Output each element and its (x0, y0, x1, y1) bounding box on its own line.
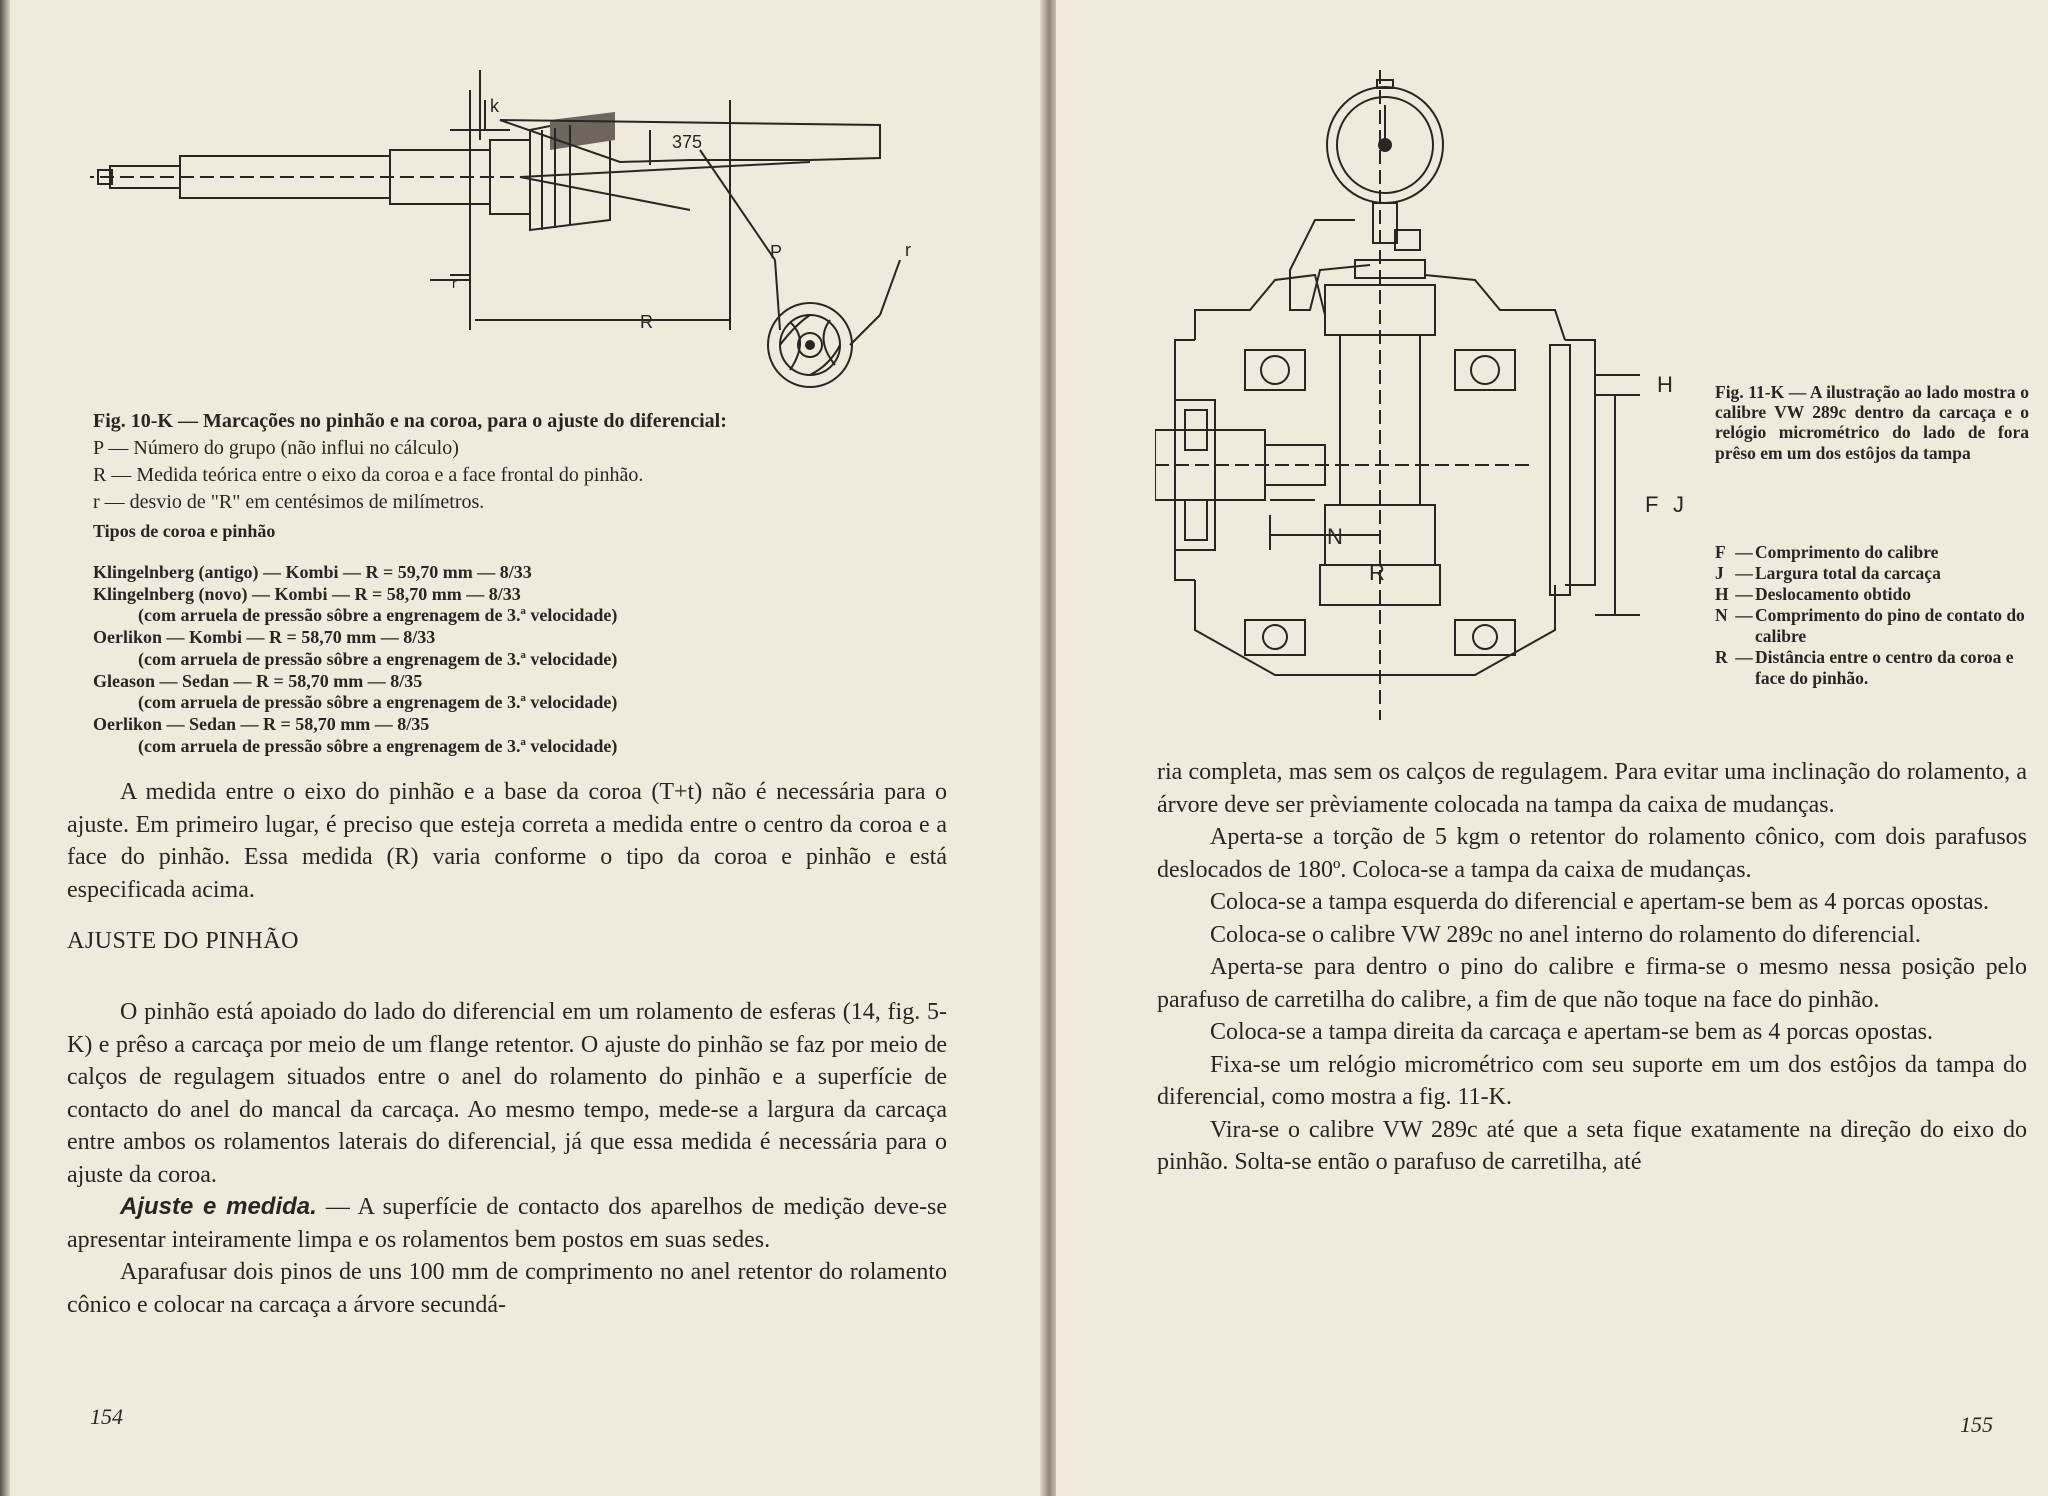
legend-key: J (1715, 563, 1724, 583)
fig10-label-375: 375 (672, 132, 703, 152)
paragraph: ria completa, mas sem os calços de regulagem. Para evitar uma inclinação do rolamento, a árvore deve ser prèviamente colocada na tampa da caixa de mudanças. (1157, 759, 2027, 818)
fig11-label-j: J (1673, 492, 1684, 517)
fig10-label-r-small: r (452, 275, 457, 291)
legend-row: H — Deslocamento obtido (1715, 584, 2029, 605)
type-line: Oerlikon — Kombi — R = 58,70 mm — 8/33 (93, 627, 436, 648)
type-line: Klingelnberg (antigo) — Kombi — R = 59,70 mm — 8/33 (93, 562, 532, 582)
paragraph: Fixa-se um relógio micrométrico com seu suporte em um dos estôjos da tampa do diferencial, como mostra a fig. 11-K. (1157, 1051, 2027, 1110)
paragraph (67, 1191, 947, 1256)
caption-item: R — Medida teórica entre o eixo da coroa e a face frontal do pinhão. (93, 464, 644, 486)
fig10-label-p: P (770, 242, 783, 262)
type-note: (com arruela de pressão sôbre a engrenagem de 3.ª velocidade) (138, 648, 618, 669)
paragraph: Coloca-se a tampa direita da carcaça e apertam-se bem as 4 porcas opostas. (1210, 1019, 1933, 1045)
type-line: Oerlikon — Sedan — R = 58,70 mm — 8/35 (93, 713, 430, 734)
figure-11k-gauge-diagram (1155, 70, 1695, 730)
right-body-text (1157, 756, 2027, 1179)
page-number: 154 (90, 1404, 123, 1429)
paragraph: A medida entre o eixo do pinhão e a base da coroa (T+t) não é necessária para o ajuste. Em primeiro lugar, é preciso que esteja correta a medida entre o centro da coroa e a face do pinhão. Essa medida (R) varia conforme o tipo da coroa e pinhão e está especificada acima. (67, 779, 947, 903)
left-body-text (67, 776, 947, 906)
legend-key: H (1715, 584, 1729, 604)
legend-row: N — Comprimento do pino de contato do calibre (1715, 605, 2029, 647)
fig10-label-k: k (490, 96, 499, 116)
legend-text: Largura total da carcaça (1755, 563, 1941, 583)
section-heading: AJUSTE DO PINHÃO (67, 928, 300, 954)
types-heading: Tipos de coroa e pinhão (93, 521, 276, 541)
legend-text: Comprimento do calibre (1755, 542, 1939, 562)
fig11-label-n: N (1327, 524, 1343, 549)
page-number: 155 (1960, 1412, 1993, 1437)
figure-10k-title: Fig. 10-K — Marcações no pinhão e na coroa, para o ajuste do diferencial: (93, 410, 727, 432)
legend-key: N (1715, 605, 1728, 625)
caption-item: r — desvio de "R" em centésimos de milímetros. (93, 491, 485, 513)
figure-11k-title: Fig. 11-K — A ilustração ao lado mostra o calibre VW 289c dentro da carcaça e o relógio micrométrico do lado de fora prêso em um dos estôjos da tampa (1715, 382, 2029, 463)
paragraph: O pinhão está apoiado do lado do diferencial em um rolamento de esferas (14, fig. 5-K) e prêso a carcaça por meio de um flange retentor. O ajuste do pinhão se faz por meio de calços de regulagem situados entre o anel do rolamento do pinhão e a superfície de contacto do anel do mancal da carcaça. Ao mesmo tempo, mede-se a largura da carcaça entre ambos os rolamentos laterais do diferencial, já que essa medida é necessária para o ajuste da coroa. (67, 999, 947, 1188)
legend-row: F — Comprimento do calibre (1715, 542, 2029, 563)
figure-11k-legend (1715, 542, 2029, 689)
type-note: (com arruela de pressão sôbre a engrenagem de 3.ª velocidade) (138, 605, 618, 626)
caption-item: P — Número do grupo (não influi no cálculo) (93, 437, 459, 459)
legend-row: J — Largura total da carcaça (1715, 563, 2029, 584)
legend-text: Distância entre o centro da coroa e face do pinhão. (1755, 647, 2014, 688)
figure-10k-caption (93, 408, 973, 545)
figure-10k-pinion-diagram (90, 70, 990, 400)
paragraph: Coloca-se o calibre VW 289c no anel interno do rolamento do diferencial. (1210, 921, 1921, 948)
paragraph: Aperta-se para dentro o pino do calibre e firma-se o mesmo nessa posição pelo parafuso de carretilha do calibre, a fim de que não toque na face do pinhão. (1157, 954, 2027, 1013)
page-edge (0, 0, 10, 1496)
run-in-heading: Ajuste e medida. (120, 1193, 317, 1220)
legend-text: Comprimento do pino de contato do calibre (1755, 605, 2025, 646)
type-line: Gleason — Sedan — R = 58,70 mm — 8/35 (93, 670, 423, 691)
paragraph: Aperta-se a torção de 5 kgm o retentor do rolamento cônico, com dois parafusos deslocados de 180º. Coloca-se a tampa da caixa de mudanças. (1157, 824, 2027, 883)
paragraph: Vira-se o calibre VW 289c até que a seta fique exatamente na direção do eixo do pinhão. Solta-se então o parafuso de carretilha, até (1157, 1116, 2027, 1175)
figure-11k-caption (1715, 382, 2029, 463)
fig10-label-R: R (640, 312, 653, 332)
type-line: Klingelnberg (novo) — Kombi — R = 58,70 mm — 8/33 (93, 583, 521, 604)
left-body-text-2 (67, 996, 947, 1321)
paragraph: Coloca-se a tampa esquerda do diferencial e apertam-se bem as 4 porcas opostas. (1210, 889, 1990, 915)
legend-key: F (1715, 542, 1726, 562)
fig10-label-r: r (905, 240, 911, 260)
crown-pinion-types-list (93, 562, 973, 757)
type-note: (com arruela de pressão sôbre a engrenagem de 3.ª velocidade) (138, 735, 618, 756)
type-note: (com arruela de pressão sôbre a engrenagem de 3.ª velocidade) (138, 692, 618, 713)
paragraph-text: — A superfície de contacto dos aparelhos de medição deve-se apresentar inteiramente limpa e os rolamentos bem postos em suas sedes. (67, 1194, 947, 1253)
fig11-label-f: F (1645, 492, 1659, 517)
legend-key: R (1715, 647, 1728, 667)
legend-row: R — Distância entre o centro da coroa e face do pinhão. (1715, 647, 2029, 689)
fig11-label-h: H (1657, 372, 1673, 397)
paragraph: Aparafusar dois pinos de uns 100 mm de comprimento no anel retentor do rolamento cônico e colocar na carcaça a árvore secundá- (67, 1259, 947, 1318)
legend-text: Deslocamento obtido (1755, 584, 1912, 604)
fig11-label-r: R (1369, 560, 1385, 585)
